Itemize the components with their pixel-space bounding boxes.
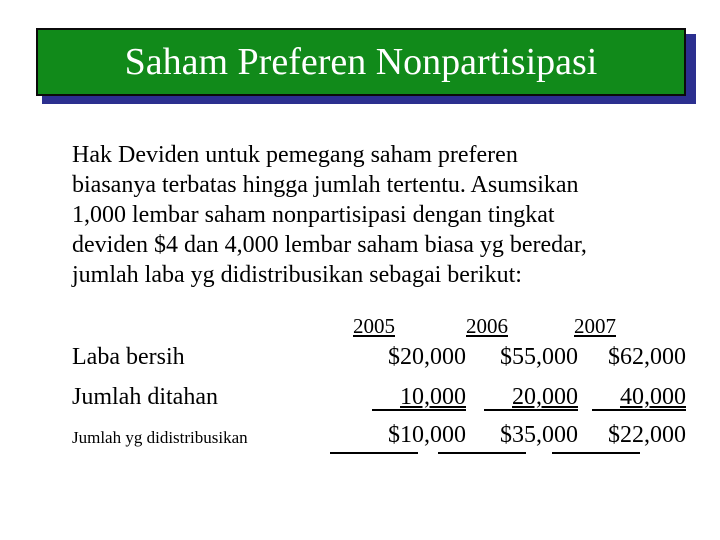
value-distribusi-2006: $35,000 <box>500 422 578 448</box>
value-ditahan-2005: 10,000 <box>400 384 466 410</box>
intro-paragraph <box>72 140 692 290</box>
double-rule-2006 <box>438 452 526 454</box>
value-laba-2005: $20,000 <box>388 344 466 370</box>
title-banner <box>36 28 686 96</box>
row-label-laba-bersih: Laba bersih <box>72 344 185 370</box>
paragraph-line: 1,000 lembar saham nonpartisipasi dengan tingkat <box>72 202 555 228</box>
underline-ditahan-2005 <box>372 409 466 411</box>
year-header-2006: 2006 <box>466 314 508 338</box>
paragraph-line: jumlah laba yg didistribusikan sebagai berikut: <box>72 262 522 288</box>
year-header-2007: 2007 <box>574 314 616 338</box>
row-label-jumlah-didistribusikan: Jumlah yg didistribusikan <box>72 428 248 447</box>
value-distribusi-2007: $22,000 <box>608 422 686 448</box>
value-ditahan-2007: 40,000 <box>620 384 686 410</box>
year-header-2005: 2005 <box>353 314 395 338</box>
value-ditahan-2006: 20,000 <box>512 384 578 410</box>
slide-title: Saham Preferen Nonpartisipasi <box>124 41 598 83</box>
paragraph-line: deviden $4 dan 4,000 lembar saham biasa yg beredar, <box>72 232 587 258</box>
double-rule-2007 <box>552 452 640 454</box>
underline-ditahan-2007 <box>592 409 686 411</box>
underline-ditahan-2006 <box>484 409 578 411</box>
double-rule-2005 <box>330 452 418 454</box>
value-laba-2007: $62,000 <box>608 344 686 370</box>
value-laba-2006: $55,000 <box>500 344 578 370</box>
paragraph-line: Hak Deviden untuk pemegang saham preferen <box>72 142 518 168</box>
row-label-jumlah-ditahan: Jumlah ditahan <box>72 384 218 410</box>
paragraph-line: biasanya terbatas hingga jumlah tertentu. Asumsikan <box>72 172 579 198</box>
value-distribusi-2005: $10,000 <box>388 422 466 448</box>
